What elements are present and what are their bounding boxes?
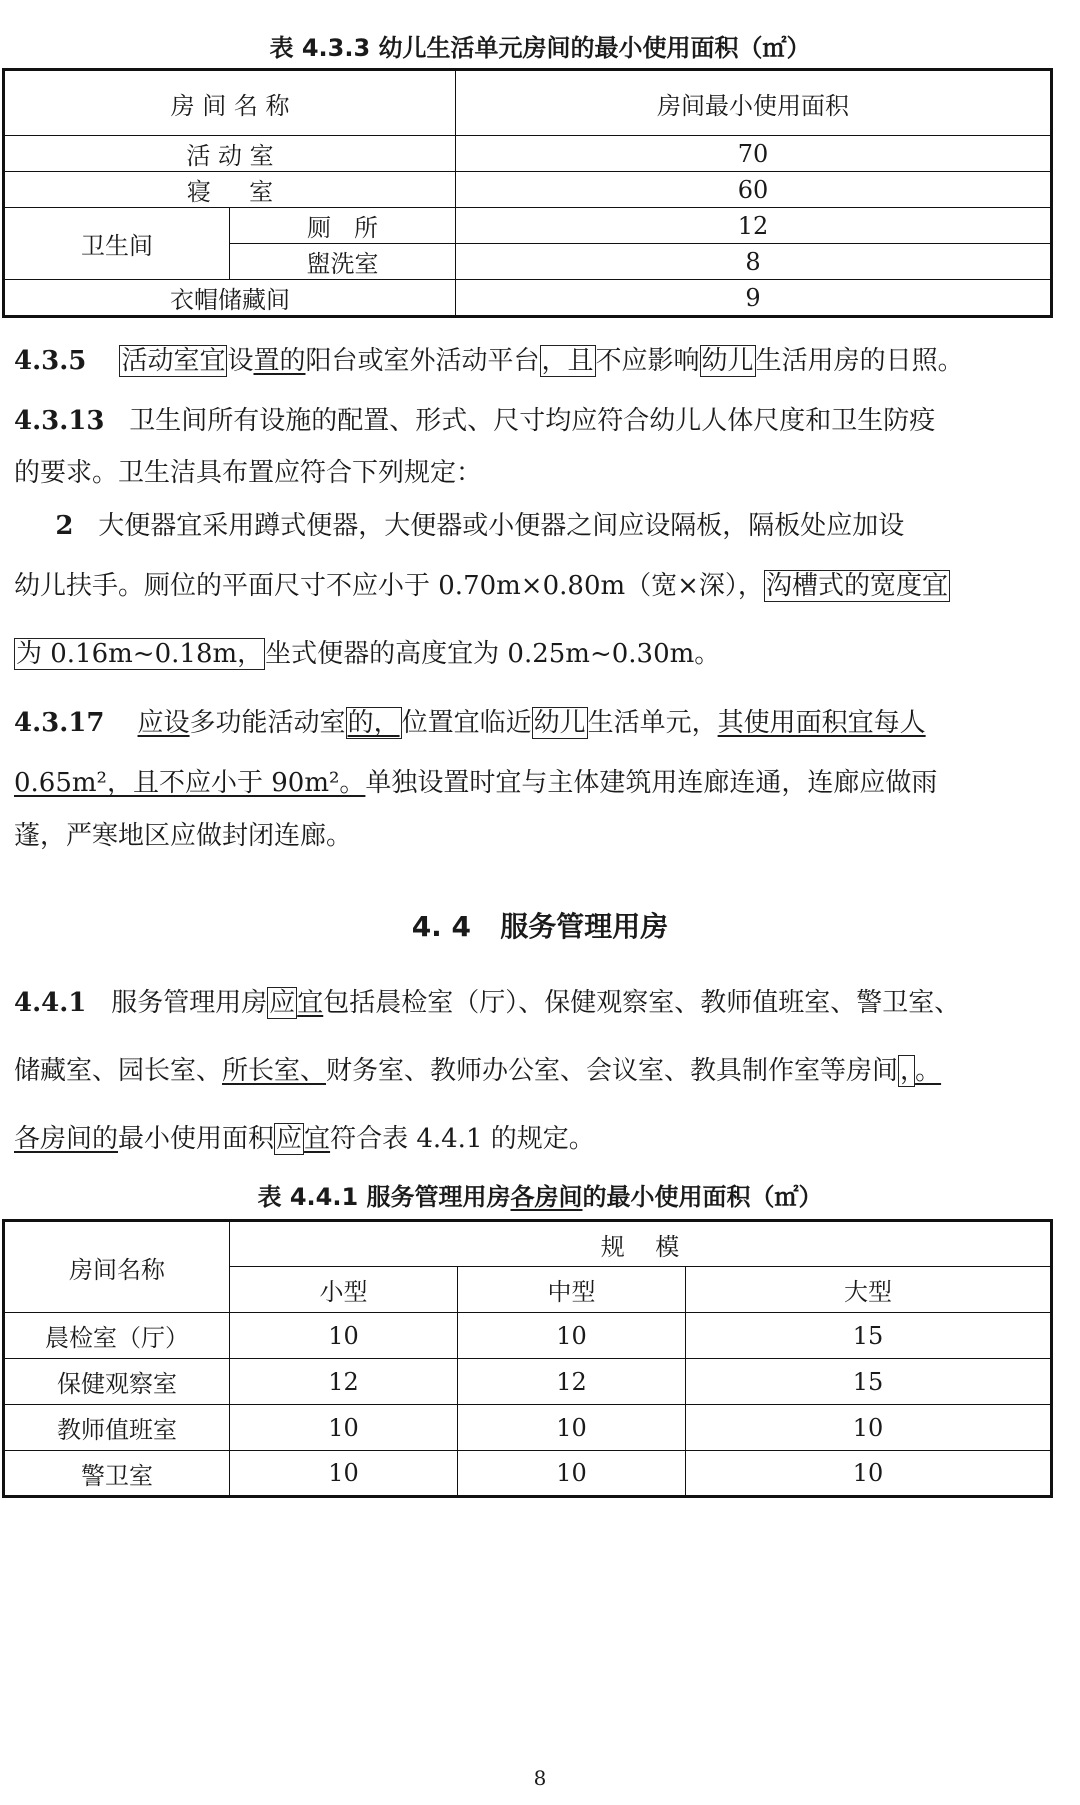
table-cell-room: 活 动 室 <box>4 136 456 172</box>
paragraph-4-4-1-line1 <box>14 982 1064 1019</box>
text: 储藏室、园长室、 <box>14 1056 223 1086</box>
text: 包括晨检室（厅）、保健观察室、教师值班室、警卫室、 <box>323 988 961 1018</box>
table-header-medium: 中型 <box>458 1267 686 1313</box>
paragraph-4-3-17-line1 <box>14 702 1064 739</box>
clause-number: 4.3.5 <box>14 346 87 376</box>
table-cell-area: 70 <box>456 136 1052 172</box>
marked-text: 为 0.16m~0.18m， <box>16 639 264 669</box>
table-cell-area: 9 <box>456 280 1052 317</box>
text: 生活用房的日照。 <box>755 346 964 376</box>
table-4-3-3-caption: 表 4.3.3 幼儿生活单元房间的最小使用面积（㎡） <box>269 34 811 62</box>
table-cell-area: 60 <box>456 172 1052 208</box>
table-cell-room: 衣帽储藏间 <box>4 280 456 317</box>
table-header-small: 小型 <box>230 1267 458 1313</box>
marked-text: 活动室宜 <box>121 346 226 376</box>
text: 幼儿扶手。厕位的平面尺寸不应小于 0.70m×0.80m（宽×深）， <box>14 571 764 601</box>
underlined-text: 其使用面积宜每人 <box>717 708 926 738</box>
marked-text: ，且 <box>541 346 594 376</box>
table-cell-room: 警卫室 <box>4 1451 230 1497</box>
marked-text: 的， <box>347 708 400 738</box>
text: 大便器宜采用蹲式便器，大便器或小便器之间应设隔板，隔板处应加设 <box>98 511 905 541</box>
table-cell-value: 10 <box>230 1451 458 1497</box>
section-heading <box>0 905 1080 945</box>
text: 符合表 4.4.1 的规定。 <box>330 1124 595 1154</box>
table-header-room-name: 房 间 名 称 <box>4 70 456 136</box>
marked-text: 沟槽式的宽度宜 <box>765 571 948 601</box>
paragraph-4-3-13-line2: 的要求。卫生洁具布置应符合下列规定： <box>14 458 483 488</box>
marked-text: 幼儿 <box>533 708 586 738</box>
table-header-min-area: 房间最小使用面积 <box>456 70 1052 136</box>
underlined-text: 0.65m²，且不应小于 90m²。 <box>14 768 366 798</box>
text: 位置宜临近 <box>401 708 532 738</box>
table-header-large: 大型 <box>686 1267 1052 1313</box>
table-cell-group: 卫生间 <box>4 208 230 280</box>
table-cell-value: 10 <box>458 1451 686 1497</box>
table-cell-room: 寝 室 <box>4 172 456 208</box>
text: 单独设置时宜与主体建筑用连廊连通，连廊应做雨 <box>365 768 938 798</box>
text: 多功能活动室 <box>189 708 346 738</box>
table-header-scale: 规 模 <box>230 1221 1052 1267</box>
paragraph-4-3-17-line2 <box>14 762 1064 799</box>
marked-text: 应 <box>269 988 296 1018</box>
text: 生活单元， <box>587 708 718 738</box>
text: 阳台或室外活动平台 <box>305 346 540 376</box>
marked-text: 应 <box>276 1124 303 1154</box>
clause-number: 4.3.13 <box>14 406 105 436</box>
text: 不应影响 <box>595 346 700 376</box>
table-4-4-1-caption <box>0 1177 1080 1212</box>
clause-number: 4.3.17 <box>14 708 105 738</box>
paragraph-4-3-13-item-line1 <box>14 505 1064 542</box>
caption-text: 的最小使用面积（㎡） <box>582 1183 823 1211</box>
paragraph-4-4-1-line2 <box>14 1050 1064 1087</box>
underlined-text: 各房间 <box>510 1183 583 1211</box>
table-cell-room: 教师值班室 <box>4 1405 230 1451</box>
clause-number: 4.4.1 <box>14 988 87 1018</box>
table-header-room-name: 房间名称 <box>4 1221 230 1313</box>
table-cell-room: 保健观察室 <box>4 1359 230 1405</box>
table-cell-value: 12 <box>458 1359 686 1405</box>
page-number: 8 <box>533 1766 547 1790</box>
table-cell-value: 10 <box>686 1451 1052 1497</box>
text: 服务管理用房 <box>111 988 268 1018</box>
caption-text: 表 4.4.1 服务管理用房 <box>257 1183 511 1211</box>
table-cell-value: 15 <box>686 1359 1052 1405</box>
paragraph-4-3-5 <box>14 340 1064 377</box>
item-number: 2 <box>55 511 74 541</box>
paragraph-4-4-1-line3 <box>14 1118 1064 1155</box>
paragraph-4-3-17-line3: 蓬，严寒地区应做封闭连廊。 <box>14 821 353 851</box>
table-4-4-1 <box>2 1219 1053 1498</box>
table-cell-room: 晨检室（厅） <box>4 1313 230 1359</box>
underlined-text: 宜 <box>297 988 324 1018</box>
table-4-3-3 <box>2 68 1053 318</box>
table-cell-value: 10 <box>458 1405 686 1451</box>
table-cell-area: 8 <box>456 244 1052 280</box>
underlined-text: 宜 <box>304 1124 331 1154</box>
underlined-text: 置的 <box>253 346 306 376</box>
text: 财务室、教师办公室、会议室、教具制作室等房间 <box>326 1056 899 1086</box>
underlined-text: 应设 <box>137 708 190 738</box>
marked-text: ， <box>900 1056 914 1086</box>
text: 设 <box>227 346 254 376</box>
paragraph-4-3-13-item-line3 <box>14 633 1064 670</box>
paragraph-4-3-13-item-line2 <box>14 565 1064 602</box>
section-title: 服务管理用房 <box>500 910 669 943</box>
underlined-text: 所长室、 <box>222 1056 327 1086</box>
underlined-text: 各房间的 <box>14 1124 119 1154</box>
section-number: 4. 4 <box>411 910 472 943</box>
table-cell-value: 15 <box>686 1313 1052 1359</box>
table-cell-room: 盥洗室 <box>230 244 456 280</box>
table-cell-value: 10 <box>686 1405 1052 1451</box>
text: 最小使用面积 <box>118 1124 275 1154</box>
table-cell-value: 10 <box>230 1313 458 1359</box>
table-cell-value: 12 <box>230 1359 458 1405</box>
table-cell-value: 10 <box>230 1405 458 1451</box>
underlined-text: 。 <box>915 1056 942 1086</box>
table-cell-room: 厕 所 <box>230 208 456 244</box>
text: 坐式便器的高度宜为 0.25m~0.30m。 <box>265 639 721 669</box>
table-cell-value: 10 <box>458 1313 686 1359</box>
table-cell-area: 12 <box>456 208 1052 244</box>
marked-text: 幼儿 <box>701 346 754 376</box>
paragraph-4-3-13-line1 <box>14 400 1064 437</box>
text: 卫生间所有设施的配置、形式、尺寸均应符合幼儿人体尺度和卫生防疫 <box>129 406 936 436</box>
